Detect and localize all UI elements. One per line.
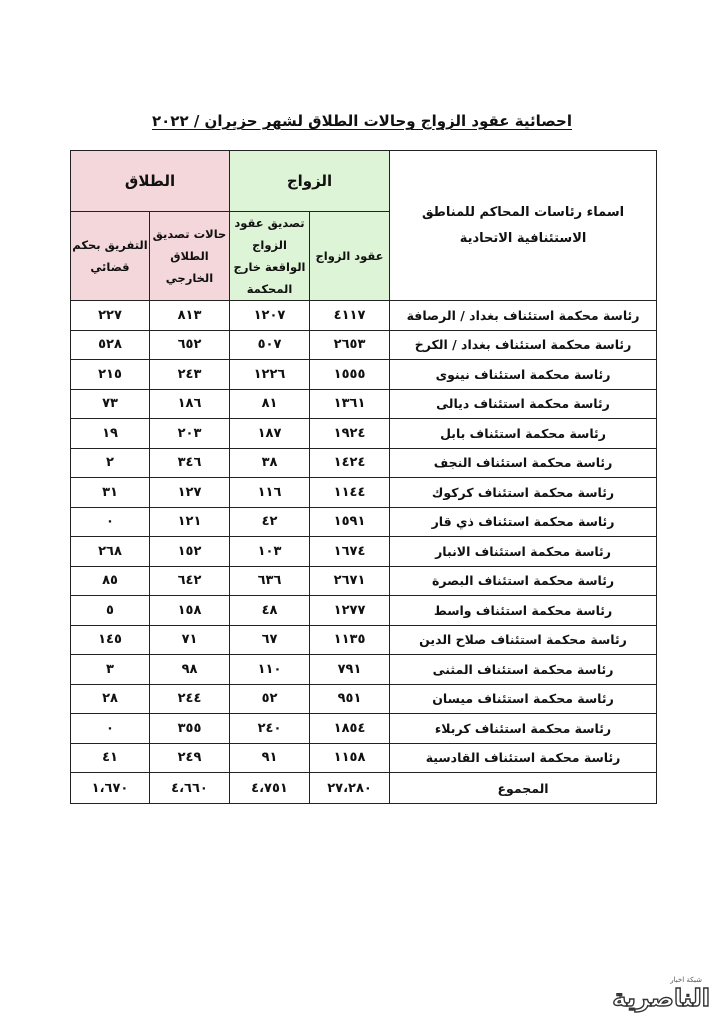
marriage-certified-cell: ١٢٠٧ (230, 301, 310, 331)
court-column-header: اسماء رئاسات المحاكم للمناطق الاستئنافية الاتحادية (390, 151, 657, 301)
divorce-judicial-cell: ٥٢٨ (71, 330, 150, 360)
marriage-certified-cell: ٥٢ (230, 684, 310, 714)
total-row (71, 773, 657, 804)
site-logo: الناصرية (612, 984, 710, 1012)
total-label: المجموع (390, 773, 657, 804)
marriage-certified-cell: ٥٠٧ (230, 330, 310, 360)
divorce-ext-cell: ٣٥٥ (150, 714, 230, 744)
total-divorce-judicial: ١،٦٧٠ (71, 773, 150, 804)
table-row (71, 360, 657, 390)
marriage-contracts-cell: ١١٣٥ (310, 625, 390, 655)
court-name-cell: رئاسة محكمة استئناف ذي قار (390, 507, 657, 537)
marriage-certified-cell: ١١٠ (230, 655, 310, 685)
divorce-ext-cell: ١٢١ (150, 507, 230, 537)
total-divorce-ext: ٤،٦٦٠ (150, 773, 230, 804)
total-contracts: ٢٧،٢٨٠ (310, 773, 390, 804)
table-row (71, 714, 657, 744)
divorce-ext-cell: ٧١ (150, 625, 230, 655)
court-name-cell: رئاسة محكمة استئناف بغداد / الرصافة (390, 301, 657, 331)
divorce-judicial-cell: ٧٣ (71, 389, 150, 419)
marriage-certified-header: تصديق عقود الزواج الواقعة خارج المحكمة (230, 212, 310, 301)
marriage-contracts-cell: ١٢٧٧ (310, 596, 390, 626)
court-name-cell: رئاسة محكمة استئناف النجف (390, 448, 657, 478)
table-row (71, 419, 657, 449)
table-row (71, 625, 657, 655)
table-row (71, 537, 657, 567)
divorce-judicial-cell: ٢ (71, 448, 150, 478)
table-row (71, 655, 657, 685)
divorce-ext-cell: ٢٠٣ (150, 419, 230, 449)
marriage-certified-cell: ١١٦ (230, 478, 310, 508)
court-name-cell: رئاسة محكمة استئناف بابل (390, 419, 657, 449)
divorce-ext-cell: ٢٤٤ (150, 684, 230, 714)
divorce-judicial-cell: ٢٢٧ (71, 301, 150, 331)
marriage-contracts-cell: ٩٥١ (310, 684, 390, 714)
court-name-cell: رئاسة محكمة استئناف المثنى (390, 655, 657, 685)
divorce-judicial-cell: ٠ (71, 714, 150, 744)
court-name-cell: رئاسة محكمة استئناف بغداد / الكرخ (390, 330, 657, 360)
divorce-certified-header: حالات تصديق الطلاق الخارجي (150, 212, 230, 301)
divorce-judicial-cell: ٣١ (71, 478, 150, 508)
court-name-cell: رئاسة محكمة استئناف ديالى (390, 389, 657, 419)
table-row (71, 478, 657, 508)
marriage-certified-cell: ٨١ (230, 389, 310, 419)
marriage-certified-cell: ٢٤٠ (230, 714, 310, 744)
table-row (71, 743, 657, 773)
marriage-contracts-cell: ١١٥٨ (310, 743, 390, 773)
divorce-group-header: الطلاق (71, 151, 230, 212)
court-name-cell: رئاسة محكمة استئناف كركوك (390, 478, 657, 508)
marriage-group-header: الزواج (230, 151, 390, 212)
divorce-ext-cell: ٦٥٢ (150, 330, 230, 360)
table-row (71, 330, 657, 360)
statistics-table (70, 150, 657, 804)
divorce-ext-cell: ٢٤٩ (150, 743, 230, 773)
table-row (71, 301, 657, 331)
marriage-certified-cell: ١٨٧ (230, 419, 310, 449)
marriage-contracts-cell: ٢٦٥٣ (310, 330, 390, 360)
divorce-ext-cell: ٨١٣ (150, 301, 230, 331)
divorce-judicial-header: التفريق بحكم قضائي (71, 212, 150, 301)
divorce-judicial-cell: ٢٦٨ (71, 537, 150, 567)
marriage-contracts-cell: ١٦٧٤ (310, 537, 390, 567)
divorce-ext-cell: ١٥٨ (150, 596, 230, 626)
divorce-judicial-cell: ١٩ (71, 419, 150, 449)
marriage-contracts-cell: ١٩٢٤ (310, 419, 390, 449)
divorce-judicial-cell: ٤١ (71, 743, 150, 773)
table-row (71, 389, 657, 419)
marriage-contracts-cell: ١٨٥٤ (310, 714, 390, 744)
marriage-contracts-cell: ١٣٦١ (310, 389, 390, 419)
court-name-cell: رئاسة محكمة استئناف الانبار (390, 537, 657, 567)
divorce-judicial-cell: ٨٥ (71, 566, 150, 596)
table-row (71, 507, 657, 537)
marriage-certified-cell: ٣٨ (230, 448, 310, 478)
court-name-cell: رئاسة محكمة استئناف واسط (390, 596, 657, 626)
page-title: احصائية عقود الزواج وحالات الطلاق لشهر حزيران / ٢٠٢٢ (152, 112, 572, 130)
divorce-ext-cell: ٢٤٣ (150, 360, 230, 390)
table-row (71, 684, 657, 714)
court-name-cell: رئاسة محكمة استئناف ميسان (390, 684, 657, 714)
divorce-ext-cell: ١٥٢ (150, 537, 230, 567)
marriage-certified-cell: ٤٢ (230, 507, 310, 537)
divorce-judicial-cell: ٥ (71, 596, 150, 626)
court-name-cell: رئاسة محكمة استئناف البصرة (390, 566, 657, 596)
marriage-certified-cell: ٦٣٦ (230, 566, 310, 596)
marriage-contracts-cell: ١٥٥٥ (310, 360, 390, 390)
divorce-ext-cell: ١٨٦ (150, 389, 230, 419)
marriage-contracts-header: عقود الزواج (310, 212, 390, 301)
total-certified: ٤،٧٥١ (230, 773, 310, 804)
table-row (71, 566, 657, 596)
marriage-contracts-cell: ١٤٢٤ (310, 448, 390, 478)
marriage-contracts-cell: ٧٩١ (310, 655, 390, 685)
divorce-ext-cell: ٣٤٦ (150, 448, 230, 478)
marriage-contracts-cell: ١٥٩١ (310, 507, 390, 537)
marriage-certified-cell: ١٢٢٦ (230, 360, 310, 390)
court-name-cell: رئاسة محكمة استئناف نينوى (390, 360, 657, 390)
divorce-judicial-cell: ٣ (71, 655, 150, 685)
divorce-ext-cell: ٩٨ (150, 655, 230, 685)
table-row (71, 448, 657, 478)
divorce-ext-cell: ٦٤٢ (150, 566, 230, 596)
court-name-cell: رئاسة محكمة استئناف القادسية (390, 743, 657, 773)
logo-tagline: شبكة اخبار (670, 976, 702, 984)
marriage-certified-cell: ١٠٣ (230, 537, 310, 567)
marriage-contracts-cell: ١١٤٤ (310, 478, 390, 508)
divorce-judicial-cell: ١٤٥ (71, 625, 150, 655)
divorce-judicial-cell: ٢١٥ (71, 360, 150, 390)
marriage-certified-cell: ٩١ (230, 743, 310, 773)
court-name-cell: رئاسة محكمة استئناف صلاح الدين (390, 625, 657, 655)
divorce-judicial-cell: ٢٨ (71, 684, 150, 714)
table-row (71, 596, 657, 626)
marriage-certified-cell: ٦٧ (230, 625, 310, 655)
court-name-cell: رئاسة محكمة استئناف كربلاء (390, 714, 657, 744)
divorce-judicial-cell: ٠ (71, 507, 150, 537)
marriage-contracts-cell: ٢٦٧١ (310, 566, 390, 596)
divorce-ext-cell: ١٢٧ (150, 478, 230, 508)
table-body (71, 301, 657, 773)
marriage-contracts-cell: ٤١١٧ (310, 301, 390, 331)
marriage-certified-cell: ٤٨ (230, 596, 310, 626)
